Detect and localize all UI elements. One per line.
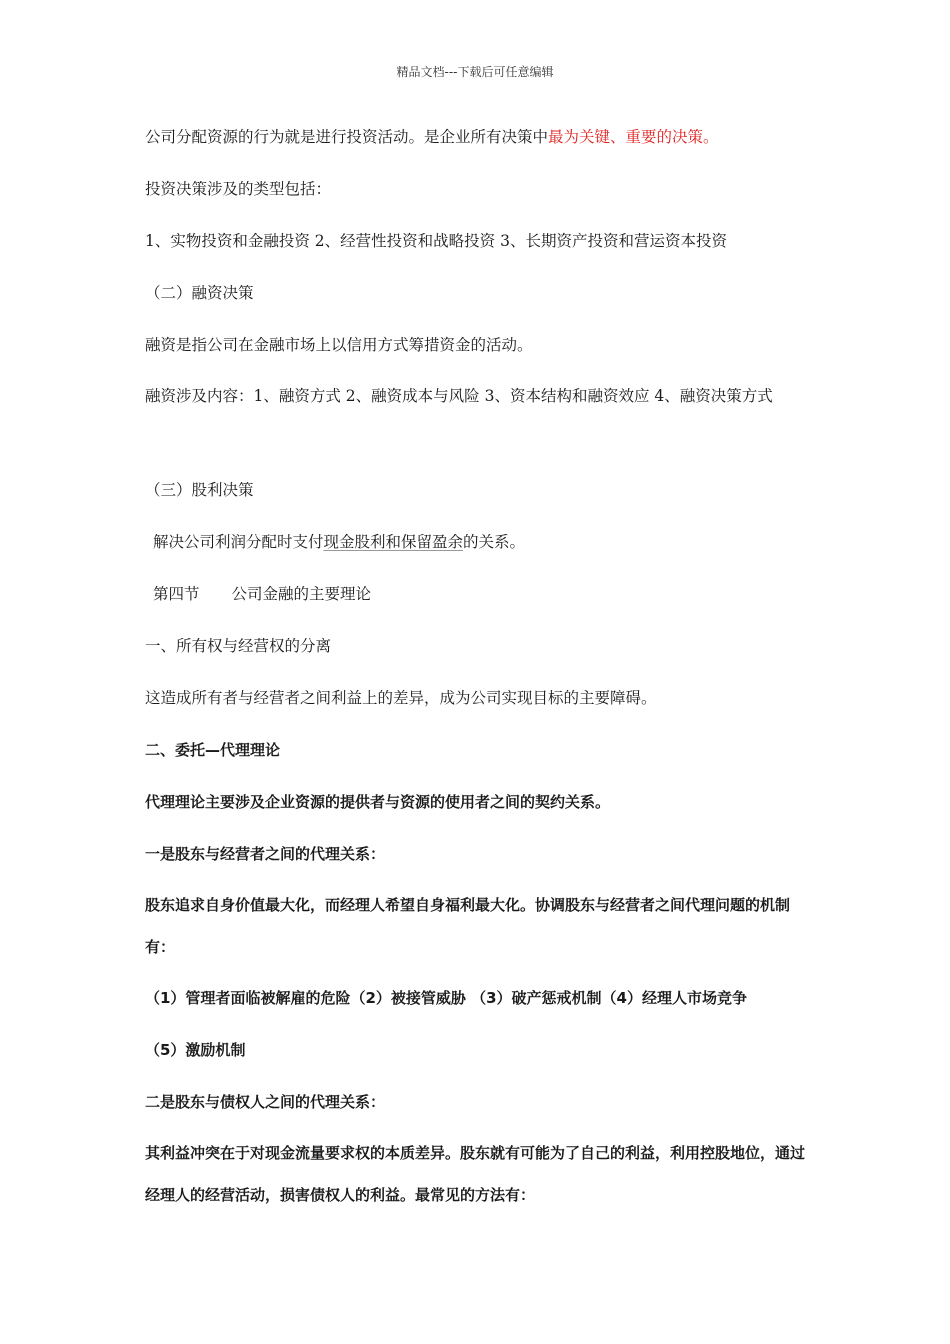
paragraph-mechanisms-list-cont: （5）激励机制 — [145, 1041, 246, 1059]
heading-ownership-separation: 一、所有权与经营权的分离 — [145, 637, 332, 655]
dividend-text-underlined: 现金股利和保留盈余 — [323, 533, 464, 551]
paragraph-investment-types-list: 1、实物投资和金融投资 2、经营性投资和战略投资 3、长期资产投资和营运资本投资 — [145, 232, 727, 250]
paragraph-text: 公司分配资源的行为就是进行投资活动。是企业所有决策中 — [145, 128, 549, 146]
paragraph-investment-types-intro: 投资决策涉及的类型包括： — [145, 180, 332, 198]
dividend-text-after: 的关系。 — [463, 533, 526, 551]
paragraph-mechanisms-list: （1）管理者面临被解雇的危险（2）被接管威胁 （3）破产惩戒机制（4）经理人市场竞争 — [145, 989, 747, 1007]
heading-shareholder-manager: 一是股东与经营者之间的代理关系： — [145, 845, 386, 863]
heading-agency-theory: 二、委托—代理理论 — [145, 741, 281, 759]
paragraph-investment-activity — [145, 127, 810, 147]
paragraph-ownership-conflict: 这造成所有者与经营者之间利益上的差异，成为公司实现目标的主要障碍。 — [145, 689, 657, 707]
section-number: 第四节 — [153, 585, 200, 603]
paragraph-financing-content: 融资涉及内容：1、融资方式 2、融资成本与风险 3、资本结构和融资效应 4、融资决策方式 — [145, 387, 773, 405]
section-title: 公司金融的主要理论 — [231, 585, 372, 603]
heading-dividend-decision: （三）股利决策 — [145, 481, 254, 499]
paragraph-shareholder-manager: 股东追求自身价值最大化，而经理人希望自身福利最大化。协调股东与经营者之间代理问题的机制有： — [145, 896, 791, 956]
paragraph-dividend-description — [153, 532, 818, 552]
dividend-text-before: 解决公司利润分配时支付 — [153, 533, 324, 551]
paragraph-financing-definition: 融资是指公司在金融市场上以信用方式筹措资金的活动。 — [145, 336, 533, 354]
paragraph-shareholder-creditor: 其利益冲突在于对现金流量要求权的本质差异。股东就有可能为了自己的利益，利用控股地位，通过经理人的经营活动，损害债权人的利益。最常见的方法有： — [145, 1144, 806, 1204]
heading-shareholder-creditor: 二是股东与债权人之间的代理关系： — [145, 1093, 386, 1111]
highlighted-text: 最为关键、重要的决策。 — [548, 128, 719, 146]
paragraph-agency-theory: 代理理论主要涉及企业资源的提供者与资源的使用者之间的契约关系。 — [145, 793, 611, 811]
section-heading-fourth — [153, 584, 818, 604]
page-header: 精品文档---下载后可任意编辑 — [396, 65, 554, 79]
heading-financing-decision: （二）融资决策 — [145, 284, 254, 302]
